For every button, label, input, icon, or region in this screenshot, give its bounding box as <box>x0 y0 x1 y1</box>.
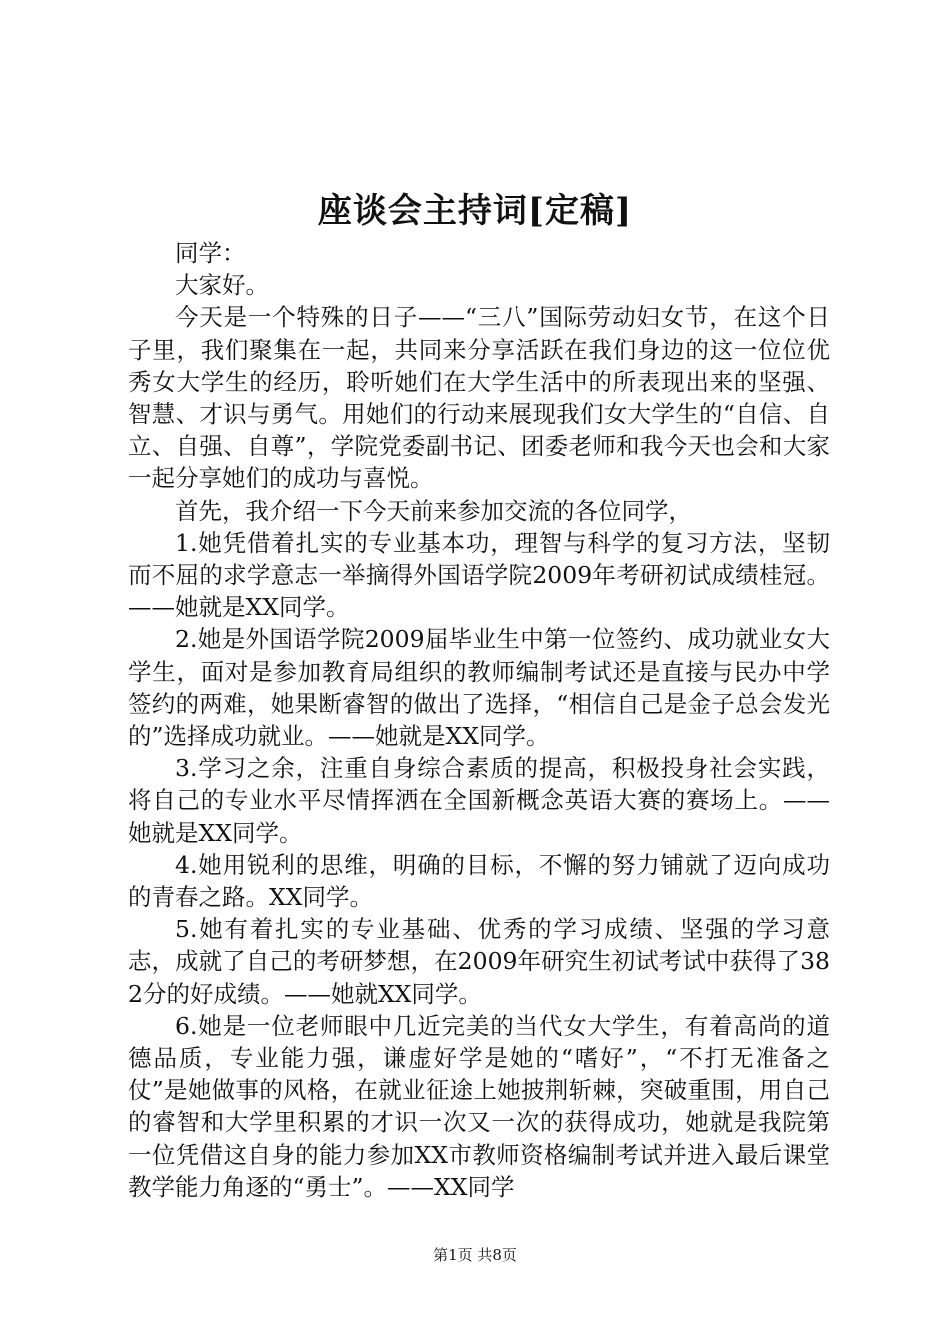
paragraph-item-5: 5.她有着扎实的专业基础、优秀的学习成绩、坚强的学习意志，成就了自己的考研梦想，在2009年研究生初试考试中获得了382分的好成绩。——她就XX同学。 <box>128 915 830 1008</box>
paragraph-greeting-everyone: 大家好。 <box>175 271 269 300</box>
paragraph-introduce-students: 首先，我介绍一下今天前来参加交流的各位同学， <box>175 496 692 525</box>
document-title: 座谈会主持词[定稿] <box>317 191 633 231</box>
paragraph-greeting-students: 同学： <box>175 239 246 267</box>
page-number-footer: 第1页 共8页 <box>433 1246 517 1264</box>
paragraph-item-6: 6.她是一位老师眼中几近完美的当代女大学生，有着高尚的道德品质，专业能力强，谦虚好学是她的“嗜好”，“不打无准备之仗”是她做事的风格，在就业征途上她披荆斩棘，突破重围，用自己的睿智和大学里积累的才识一次又一次的获得成功，她就是我院第一位凭借这自身的能力参加XX市教师资格编制考试并进入最后课堂教学能力角逐的“勇士”。——XX同学 <box>128 1011 830 1201</box>
paragraph-item-4: 4.她用锐利的思维，明确的目标，不懈的努力铺就了迈向成功的青春之路。XX同学。 <box>128 850 830 912</box>
paragraph-item-1: 1.她凭借着扎实的专业基本功，理智与科学的复习方法，坚韧而不屈的求学意志一举摘得外国语学院2009年考研初试成绩桂冠。——她就是XX同学。 <box>128 528 830 622</box>
document-body <box>128 237 830 1203</box>
paragraph-item-3: 3.学习之余，注重自身综合素质的提高，积极投身社会实践，将自己的专业水平尽情挥洒在全国新概念英语大赛的赛场上。——她就是XX同学。 <box>128 754 830 847</box>
paragraph-item-2: 2.她是外国语学院2009届毕业生中第一位签约、成功就业女大学生，面对是参加教育局组织的教师编制考试还是直接与民办中学签约的两难，她果断睿智的做出了选择，“相信自己是金子总会发光的”选择成功就业。——她就是XX同学。 <box>128 625 830 751</box>
paragraph-intro: 今天是一个特殊的日子——“三八”国际劳动妇女节，在这个日子里，我们聚集在一起，共同来分享活跃在我们身边的这一位位优秀女大学生的经历，聆听她们在大学生活中的所表现出来的坚强、智慧、才识与勇气。用她们的行动来展现我们女大学生的“自信、自立、自强、自尊”，学院党委副书记、团委老师和我今天也会和大家一起分享她们的成功与喜悦。 <box>128 303 830 493</box>
